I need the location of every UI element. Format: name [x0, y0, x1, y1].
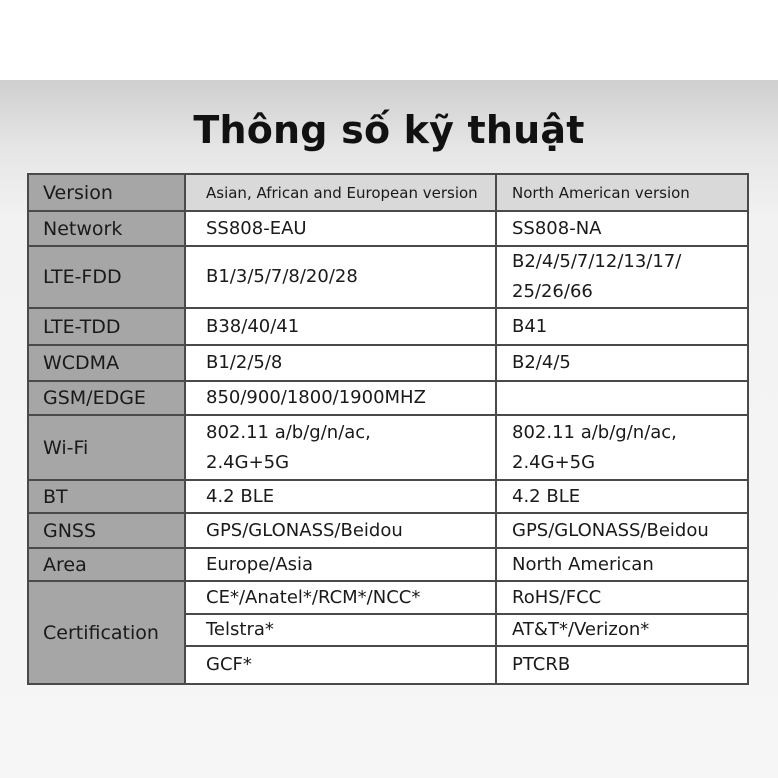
row-cell-line: 802.11 a/b/g/n/ac, — [512, 421, 677, 443]
row-cell — [496, 246, 748, 308]
certification-cell: RoHS/FCC — [496, 581, 748, 614]
certification-cell: Telstra* — [185, 614, 496, 646]
row-cell: B1/3/5/7/8/20/28 — [185, 246, 496, 308]
row-cell — [496, 381, 748, 415]
table-header-row — [28, 174, 748, 211]
row-label: Network — [28, 211, 185, 246]
spec-table — [27, 173, 749, 685]
header-col1: Asian, African and European version — [185, 174, 496, 211]
header-col2: North American version — [496, 174, 748, 211]
row-cell — [185, 415, 496, 480]
row-cell: North American — [496, 548, 748, 581]
table-row — [28, 415, 748, 480]
row-cell: 850/900/1800/1900MHZ — [185, 381, 496, 415]
table-row — [28, 480, 748, 513]
row-label: LTE-FDD — [28, 246, 185, 308]
table-row — [28, 381, 748, 415]
row-label: GSM/EDGE — [28, 381, 185, 415]
row-cell-line: 2.4G+5G — [206, 451, 290, 473]
row-cell — [496, 415, 748, 480]
row-cell: 4.2 BLE — [185, 480, 496, 513]
row-cell: GPS/GLONASS/Beidou — [496, 513, 748, 548]
table-row — [28, 308, 748, 345]
certification-label: Certification — [28, 581, 185, 684]
header-label: Version — [28, 174, 185, 211]
row-cell: 4.2 BLE — [496, 480, 748, 513]
row-cell-line: 25/26/66 — [512, 281, 593, 302]
row-label: Area — [28, 548, 185, 581]
table-row — [28, 548, 748, 581]
row-cell: B1/2/5/8 — [185, 345, 496, 381]
certification-cell: PTCRB — [496, 646, 748, 684]
certification-row — [28, 581, 748, 614]
row-cell: GPS/GLONASS/Beidou — [185, 513, 496, 548]
row-label: Wi-Fi — [28, 415, 185, 480]
row-cell: SS808-NA — [496, 211, 748, 246]
table-row — [28, 345, 748, 381]
row-cell-line: 2.4G+5G — [512, 451, 596, 473]
certification-cell: AT&T*/Verizon* — [496, 614, 748, 646]
row-label: LTE-TDD — [28, 308, 185, 345]
row-label: BT — [28, 480, 185, 513]
page-title: Thông số kỹ thuật — [193, 108, 585, 152]
table-row — [28, 513, 748, 548]
certification-cell: CE*/Anatel*/RCM*/NCC* — [185, 581, 496, 614]
row-label: GNSS — [28, 513, 185, 548]
certification-cell: GCF* — [185, 646, 496, 684]
row-label: WCDMA — [28, 345, 185, 381]
row-cell: Europe/Asia — [185, 548, 496, 581]
table-row — [28, 246, 748, 308]
row-cell: B41 — [496, 308, 748, 345]
table-row — [28, 211, 748, 246]
row-cell-line: B2/4/5/7/12/13/17/ — [512, 251, 682, 272]
row-cell-line: 802.11 a/b/g/n/ac, — [206, 421, 371, 443]
row-cell: SS808-EAU — [185, 211, 496, 246]
row-cell: B2/4/5 — [496, 345, 748, 381]
row-cell: B38/40/41 — [185, 308, 496, 345]
